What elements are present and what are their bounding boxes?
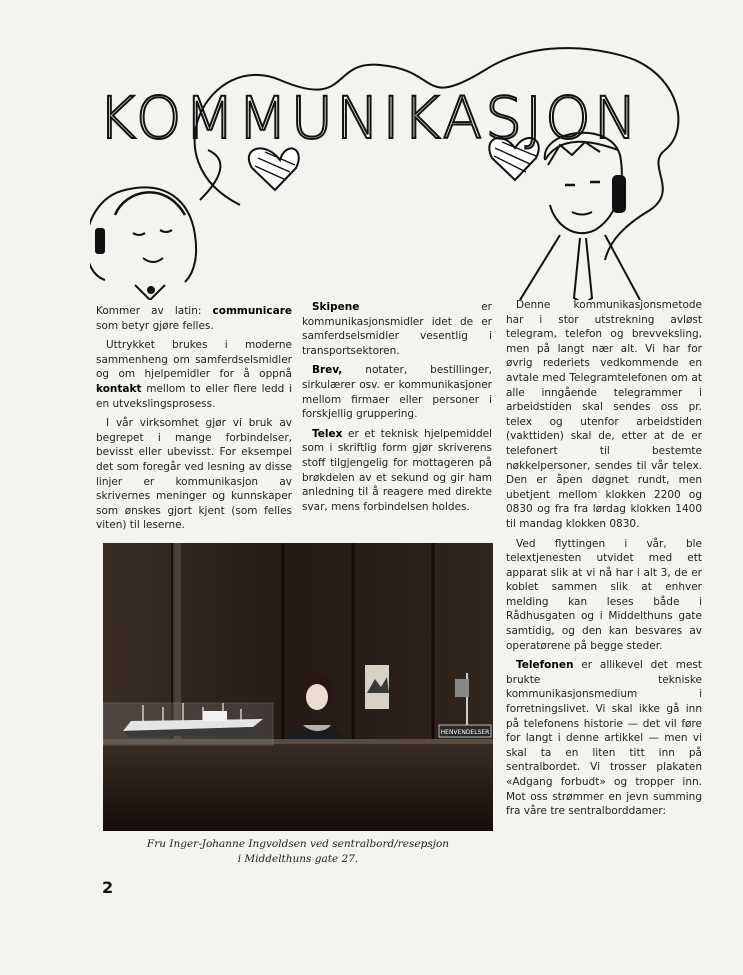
photo-caption <box>118 837 478 867</box>
girl-illustration <box>90 187 196 300</box>
paragraph: Telefonen er allikevel det mest brukte tekniske kommunikasjonsmedium i forretningslivet. Vi skal ikke gå inn på telefonens historie — det vil føre for langt i denne artikkel — men vi skal ta en liten titt inn på sentralbordet. Vi trosser plakaten «Adgang forbudt» og tropper inn. Mot oss strømmer en jevn summing fra våre tre sentralborddamer: <box>506 659 702 818</box>
cord-line <box>200 150 220 200</box>
text-column-2 <box>302 300 492 519</box>
paragraph: I vår virksomhet gjør vi bruk av begrepet i mange forbindelser, bevisst eller ubevisst. For eksempel det som foregår ved lesning av disse linjer er kommunikasjon av skrivernes meninger og kunnskaper som ønskes gjort kjent (som felles viten) til leserne. <box>96 417 292 532</box>
flag <box>455 679 469 697</box>
text-column-3 <box>506 298 702 824</box>
paragraph: Kommer av latin: communicare som betyr gjøre felles. <box>96 305 292 332</box>
page-number: 2 <box>102 878 114 897</box>
text-column-1 <box>96 304 292 538</box>
caption-line: Fru Inger-Johanne Ingvoldsen ved sentralbord/resepsjon <box>146 838 450 850</box>
heart-icon <box>249 148 299 190</box>
paragraph: Telex er et teknisk hjelpemiddel som i skriftlig form gjør skriverens stoff tilgjengelig for mottageren på brøkdelen av et sekund og gir ham anledning til å reagere med direkte svar, mens forbindelsen holdes. <box>302 427 492 513</box>
reception-photo <box>103 543 493 831</box>
paragraph: Uttrykket brukes i moderne sammenheng om samferdselsmidler og om hjelpemidler for å oppnå kontakt mellom to eller flere ledd i en utvekslingsprosess. <box>96 339 292 410</box>
page-title: KOMMUNIKASJON <box>98 84 641 152</box>
caption-line: i Middelthuns gate 27. <box>237 853 359 865</box>
paragraph: Brev, notater, bestillinger, sirkulærer osv. er kommunikasjoner mellom firmaer eller personer i forskjellig gruppering. <box>302 364 492 421</box>
boy-illustration <box>520 133 640 300</box>
ship-model <box>103 703 273 745</box>
title-illustration <box>90 40 710 300</box>
photo-scene <box>103 543 493 831</box>
paragraph: Ved flyttingen i vår, ble telextjenesten utvidet med ett apparat slik at vi nå har i alt 3, de er koblet sammen slik at enhver melding kan leses både i Rådhusgaten og i Middelthuns gate samtidig, og den kan besvares av operatørene på begge steder. <box>506 537 702 652</box>
paragraph: Skipene er kommunikasjonsmidler idet de er samferdselsmidler vesentlig i transportsektoren. <box>302 301 492 357</box>
paragraph: Denne kommunikasjonsmetode har i stor utstrekning avløst telegram, telefon og brevveksling, men på langt nær alt. Vi har for øvrig rederiets vedkommende en avtale med Telegramtelefonen om at alle inngående telegrammer i arbeidstiden skal sendes oss pr. telex og utenfor arbeidstiden (vakttiden) skal de, etter at de er telefonert til bestemte nøkkelpersoner, sendes til vår telex. Den er åpen døgnet rundt, men ubetjent mellom klokken 2200 og 0830 og fra fra lørdag klokken 1400 til mandag klokken 0830. <box>506 299 702 530</box>
desk-sign-label: HENVENDELSER <box>440 729 490 736</box>
